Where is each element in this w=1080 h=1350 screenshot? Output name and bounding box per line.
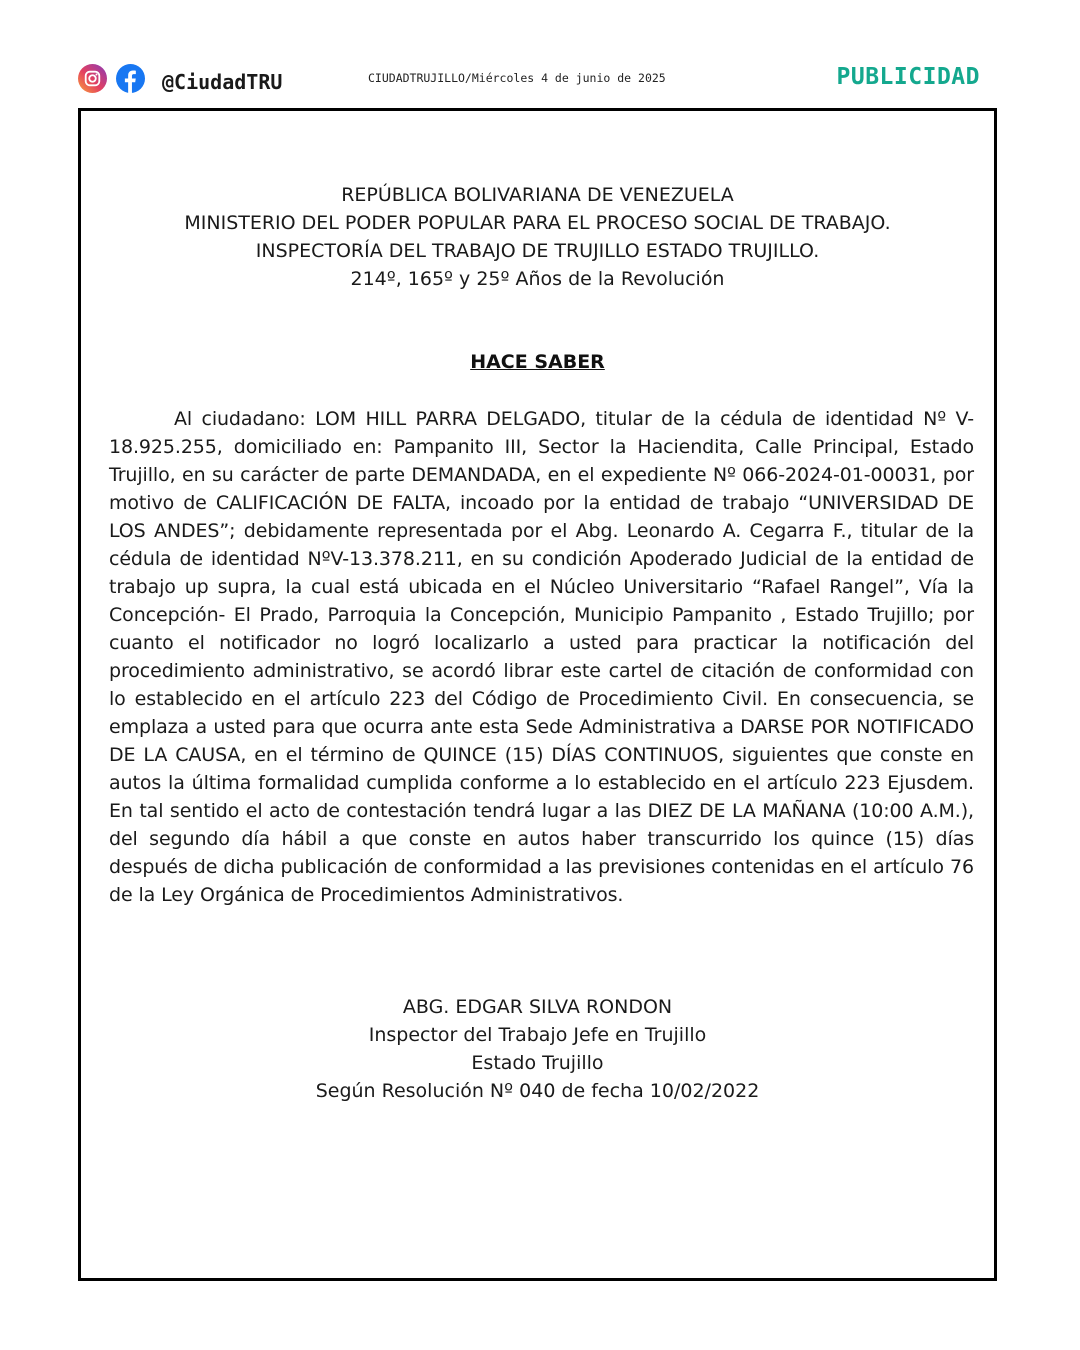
heading-line: INSPECTORÍA DEL TRABAJO DE TRUJILLO ESTADO TRUJILLO.: [255, 240, 820, 262]
heading-line: 214º, 165º y 25º Años de la Revolución: [350, 268, 725, 290]
notice-frame: [78, 108, 997, 1281]
signature-line: ABG. EDGAR SILVA RONDON: [402, 996, 673, 1018]
notice-heading: [81, 181, 994, 293]
heading-line: REPÚBLICA BOLIVARIANA DE VENEZUELA: [341, 184, 734, 206]
notice-body: Al ciudadano: LOM HILL PARRA DELGADO, titular de la cédula de identidad Nº V-18.925.255, domiciliado en: Pampanito III, Sector la Haciendita, Calle Principal, Estado Trujillo, en su carácter de parte DEMANDADA, en el expediente Nº 066-2024-01-00031, por motivo de CALIFICACIÓN DE FALTA, incoado por la entidad de trabajo “UNIVERSIDAD DE LOS ANDES”; debidamente representada por el Abg. Leonardo A. Cegarra F., titular de la cédula de identidad NºV-13.378.211, en su condición Apoderado Judicial de la entidad de trabajo up supra, la cual está ubicada en el Núcleo Universitario “Rafael Rangel”, Vía la Concepción- El Prado, Parroquia la Concepción, Municipio Pampanito , Estado Trujillo; por cuanto el notificador no logró localizarlo a usted para practicar la notificación del procedimiento administrativo, se acordó librar este cartel de citación de conformidad con lo establecido en el artículo 223 del Código de Procedimiento Civil. En consecuencia, se emplaza a usted para que ocurra ante esta Sede Administrativa a DARSE POR NOTIFICADO DE LA CAUSA, en el término de QUINCE (15) DÍAS CONTINUOS, siguientes que conste en autos la última formalidad cumplida conforme a lo establecido en el artículo 223 Ejusdem. En tal sentido el acto de contestación tendrá lugar a las DIEZ DE LA MAÑANA (10:00 A.M.), del segundo día hábil a que conste en autos haber transcurrido los quince (15) días después de dicha publicación de conformidad a las previsiones contenidas en el artículo 76 de la Ley Orgánica de Procedimientos Administrativos.: [109, 408, 974, 906]
signature-line: Inspector del Trabajo Jefe en Trujillo: [368, 1024, 707, 1046]
instagram-icon[interactable]: [78, 64, 107, 93]
signature-block: [81, 993, 994, 1105]
facebook-icon[interactable]: [116, 64, 145, 93]
heading-line: MINISTERIO DEL PODER POPULAR PARA EL PROCESO SOCIAL DE TRABAJO.: [184, 212, 891, 234]
signature-line: Según Resolución Nº 040 de fecha 10/02/2022: [315, 1080, 760, 1102]
top-bar: [78, 60, 982, 98]
signature-line: Estado Trujillo: [471, 1052, 604, 1074]
notice-title: HACE SABER: [470, 351, 605, 373]
dateline: CIUDADTRUJILLO/Miércoles 4 de junio de 2025: [368, 71, 666, 85]
publicidad-tag: PUBLICIDAD: [836, 64, 980, 90]
social-links: [78, 64, 282, 93]
social-handle[interactable]: @CiudadTRU: [162, 69, 283, 94]
